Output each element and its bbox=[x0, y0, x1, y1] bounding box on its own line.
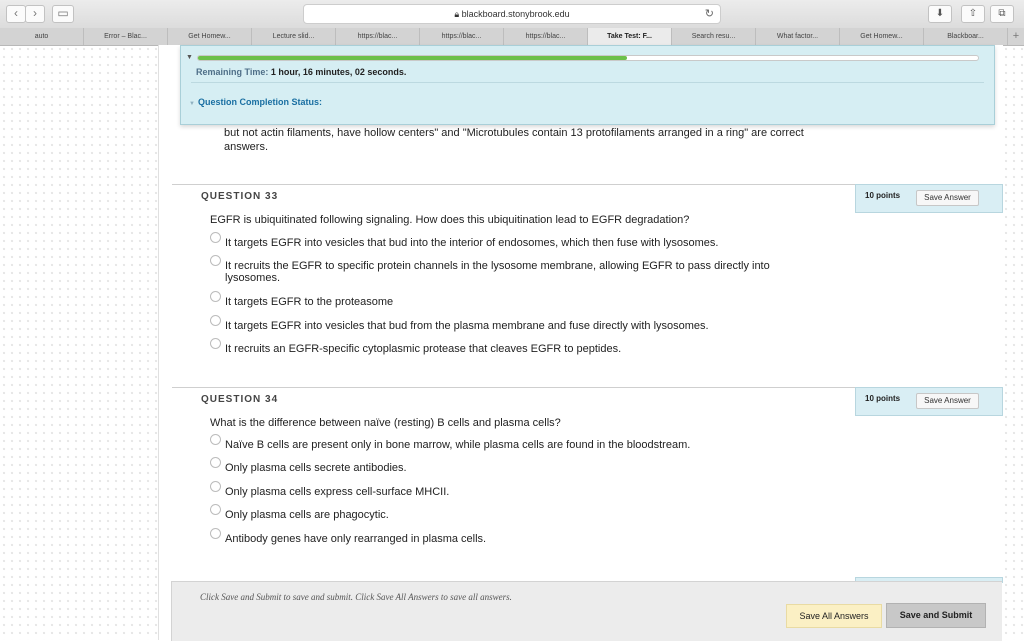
save-answer-button[interactable]: Save Answer bbox=[916, 393, 979, 409]
answer-option-text: It targets EGFR into vesicles that bud from the plasma membrane and fuse directly with lysosomes. bbox=[225, 320, 709, 332]
submit-instructions: Click Save and Submit to save and submit. Click Save All Answers to save all answers. bbox=[200, 592, 512, 602]
timer-panel bbox=[180, 45, 995, 125]
radio-button[interactable] bbox=[210, 232, 221, 243]
forward-button[interactable]: › bbox=[25, 5, 45, 23]
address-bar[interactable] bbox=[303, 4, 721, 24]
radio-button[interactable] bbox=[210, 315, 221, 326]
radio-button[interactable] bbox=[210, 338, 221, 349]
lock-icon: 🔒︎ bbox=[454, 9, 462, 19]
expand-triangle-icon: ▼ bbox=[189, 101, 195, 107]
question-text: EGFR is ubiquitinated following signaling. How does this ubiquitination lead to EGFR degradation? bbox=[210, 214, 690, 226]
tabs-overview-icon[interactable]: ⧉ bbox=[990, 5, 1014, 23]
share-icon[interactable]: ⇧ bbox=[961, 5, 985, 23]
browser-tab[interactable]: Error – Blac... bbox=[84, 28, 168, 45]
browser-tab[interactable]: https://blac... bbox=[336, 28, 420, 45]
answer-option-text: Only plasma cells express cell-surface MHCII. bbox=[225, 486, 450, 498]
remaining-time bbox=[196, 67, 406, 77]
answer-option-text: It targets EGFR to the proteasome bbox=[225, 296, 394, 308]
remaining-time-value: 1 hour, 16 minutes, 02 seconds. bbox=[270, 67, 407, 77]
browser-tab[interactable]: Get Homew... bbox=[840, 28, 924, 45]
radio-button[interactable] bbox=[210, 255, 221, 266]
sidebar-toggle-button[interactable]: ▭ bbox=[52, 5, 74, 23]
save-answer-button[interactable]: Save Answer bbox=[916, 190, 979, 206]
question-points: 10 points bbox=[865, 394, 901, 403]
answer-option-text: Only plasma cells are phagocytic. bbox=[225, 509, 389, 521]
browser-tab[interactable]: Blackboar... bbox=[924, 28, 1008, 45]
answer-option-text: Only plasma cells secrete antibodies. bbox=[225, 462, 407, 474]
question-title: QUESTION 33 bbox=[201, 191, 279, 202]
browser-tab[interactable]: auto bbox=[0, 28, 84, 45]
browser-tab[interactable]: Lecture slid... bbox=[252, 28, 336, 45]
url-text: blackboard.stonybrook.edu bbox=[461, 9, 570, 19]
radio-button[interactable] bbox=[210, 434, 221, 445]
completion-status-label: Question Completion Status: bbox=[197, 97, 322, 107]
radio-button[interactable] bbox=[210, 481, 221, 492]
question-points-panel bbox=[855, 184, 1003, 213]
save-and-submit-button[interactable]: Save and Submit bbox=[886, 603, 986, 628]
browser-tab[interactable]: Search resu... bbox=[672, 28, 756, 45]
question-title: QUESTION 34 bbox=[201, 394, 279, 405]
download-icon[interactable]: ⬇ bbox=[928, 5, 952, 23]
radio-button[interactable] bbox=[210, 457, 221, 468]
question-completion-status[interactable] bbox=[189, 97, 322, 107]
question-text: What is the difference between naïve (resting) B cells and plasma cells? bbox=[210, 417, 561, 429]
answer-option-text: Naïve B cells are present only in bone marrow, while plasma cells are found in the bloodstream. bbox=[225, 439, 691, 451]
reload-icon[interactable]: ↻ bbox=[704, 8, 714, 20]
answer-option-text: It recruits the EGFR to specific protein channels in the lysosome membrane, allowing EGFR to pass directly into lysosomes. bbox=[225, 260, 770, 284]
page-background-right bbox=[1002, 45, 1024, 640]
browser-tab[interactable]: What factor... bbox=[756, 28, 840, 45]
answer-option-text: It recruits an EGFR-specific cytoplasmic protease that cleaves EGFR to peptides. bbox=[225, 343, 622, 355]
time-progress-bar bbox=[197, 55, 979, 61]
radio-button[interactable] bbox=[210, 291, 221, 302]
browser-tab[interactable]: Get Homew... bbox=[168, 28, 252, 45]
time-progress-fill bbox=[198, 56, 627, 60]
remaining-time-label: Remaining Time: bbox=[196, 67, 269, 77]
page-background bbox=[0, 45, 158, 640]
tab-bar bbox=[0, 28, 1024, 46]
radio-button[interactable] bbox=[210, 504, 221, 515]
question-points-panel bbox=[855, 387, 1003, 416]
answer-option-text: Antibody genes have only rearranged in plasma cells. bbox=[225, 533, 487, 545]
radio-button[interactable] bbox=[210, 528, 221, 539]
back-button[interactable]: ‹ bbox=[6, 5, 26, 23]
submit-footer bbox=[171, 581, 1002, 641]
divider bbox=[191, 82, 984, 83]
question-points: 10 points bbox=[865, 191, 901, 200]
browser-toolbar bbox=[0, 0, 1024, 29]
browser-tab[interactable]: Take Test: F... bbox=[588, 28, 672, 45]
previous-question-text: but not actin filaments, have hollow centers" and "Microtubules contain 13 protofilaments arranged in a ring" are correct answers. bbox=[224, 127, 804, 153]
answer-option-text: It targets EGFR into vesicles that bud into the interior of endosomes, which then fuse with lysosomes. bbox=[225, 237, 719, 249]
browser-tab[interactable]: https://blac... bbox=[504, 28, 588, 45]
save-all-answers-button[interactable]: Save All Answers bbox=[786, 604, 882, 628]
browser-tab[interactable]: https://blac... bbox=[420, 28, 504, 45]
new-tab-button[interactable]: + bbox=[1012, 30, 1020, 42]
collapse-triangle-icon[interactable]: ▼ bbox=[186, 54, 193, 61]
